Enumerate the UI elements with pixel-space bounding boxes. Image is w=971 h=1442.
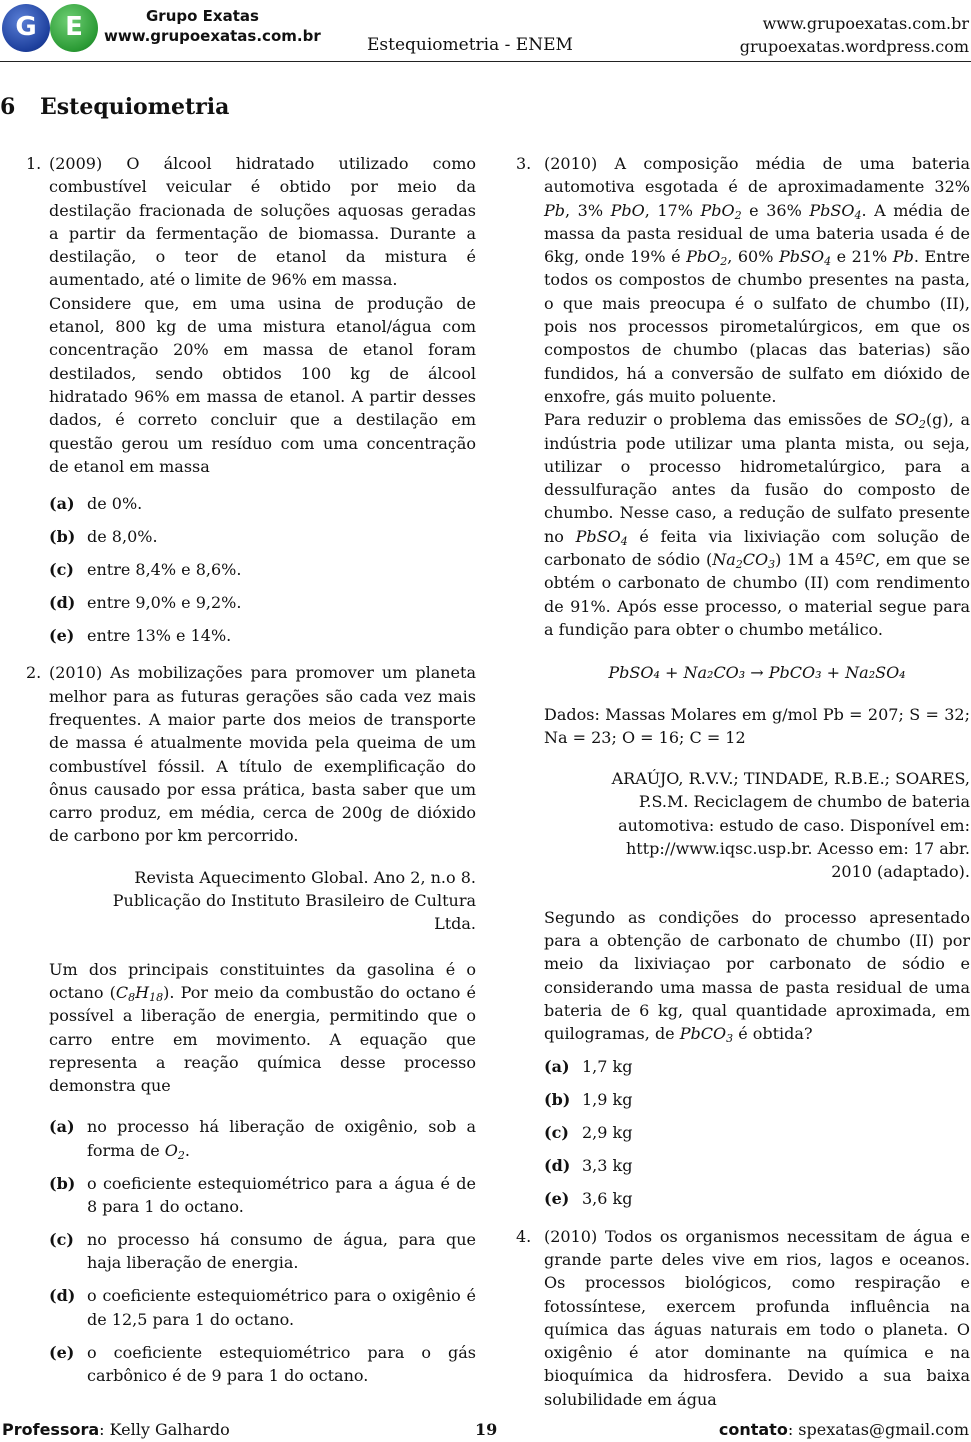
- option-d[interactable]: (d) entre 9,0% e 9,2%.: [49, 593, 242, 613]
- question-text: (2010) As mobilizações para promover um planeta melhor para as futuras gerações são cada vez mais frequentes. A maior parte dos meios de transporte de massa é atualmente movida pela queima de um combustível fóssil. A título de exemplificação do ônus causado por essa prática, basta saber que um carro produz, em média, cerca de 200g de dióxido de carbono por km percorrido.: [49, 663, 476, 846]
- citation: Revista Aquecimento Global. Ano 2, n.o 8. Publicação do Instituto Brasileiro de Cultura Ltda.: [112, 867, 476, 934]
- header-site-1: www.grupoexatas.com.br: [762, 14, 969, 33]
- molar-mass-data: Dados: Massas Molares em g/mol Pb = 207; S = 32; Na = 23; O = 16; C = 12: [544, 704, 970, 747]
- page-footer: [0, 1420, 971, 1442]
- question-4: [516, 1225, 970, 1411]
- question-2: [26, 661, 476, 1387]
- option-a[interactable]: (a) de 0%.: [49, 494, 143, 514]
- option-b[interactable]: (b) de 8,0%.: [49, 527, 158, 547]
- option-c[interactable]: (c) entre 8,4% e 8,6%.: [49, 560, 242, 580]
- formula-o2: $O_2$: [164, 1140, 185, 1162]
- question-text: Para reduzir o problema das emissões de $SO_2(g)$, a indústria pode utilizar uma planta mista, ou seja, utilizar o processo hidrometalúrgico, para a dessulfuração antes da fusão do composto de chumbo. Nesse caso, a redução de sulfato presente no PbSO$_4$ é feita via lixiviação com solução de carbonato de sódio $(Na_2CO_3)$ 1M a 45ºC, em que se obtém o carbonato de chumbo (II) com rendimento de 91%. Após esse processo, o material segue para a fundição para obter o chumbo metálico.: [544, 410, 971, 639]
- question-number: 4.: [516, 1226, 532, 1246]
- option-b[interactable]: (b) 1,9 kg: [544, 1090, 633, 1110]
- options-list: [49, 1115, 476, 1387]
- question-number: 3.: [516, 154, 532, 173]
- question-text: (2010) A composição média de uma bateria automotiva esgotada é de aproximadamente 32% Pb, 3% PbO, 17% PbO$_2$ e 36% PbSO$_4$. A média de massa da pasta residual de uma bateria usada é de 6kg, onde 19% é PbO$_2$, 60% PbSO$_4$ e 21% Pb. Entre todos os compostos de chumbo presentes na pasta, o que mais preocupa é o sulfato de chumbo (II), pois nos processos pirometalúrgicos, em que os compostos de chumbo (placas das baterias) são fundidos, há a conversão de sulfato em dióxido de enxofre, gás muito poluente.: [544, 154, 971, 406]
- chemical-equation: PbSO₄ + Na₂CO₃ → PbCO₃ + Na₂SO₄: [608, 663, 906, 683]
- question-text: Considere que, em uma usina de produção de etanol, 800 kg de uma mistura etanol/água com concentração 20% em massa de etanol foram destilados, sendo obtidos 100 kg de álcool hidratado 96% em massa de etanol. A partir desses dados, é correto concluir que a destilação em questão gerou um resíduo com uma concentração de etanol em massa: [49, 293, 476, 476]
- logo-circle-g: G: [2, 4, 50, 52]
- question-text: (2010) Todos os organismos necessitam de água e grande parte deles vive em rios, lagos e oceanos. Os processos biológicos, como respiração e fotossíntese, exercem profunda influência na química das águas naturais em todo o planeta. O oxigênio é ator dominante na química e na bioquímica da hidrosfera. Devido a sua baixa solubilidade em água: [544, 1226, 970, 1409]
- section-number: 6: [0, 94, 16, 120]
- option-c[interactable]: (c) 2,9 kg: [544, 1123, 633, 1143]
- option-d[interactable]: (d) o coeficiente estequiométrico para o oxigênio é de 12,5 para 1 do octano.: [49, 1286, 476, 1329]
- logo-circle-e: E: [50, 4, 98, 52]
- right-column: [516, 152, 970, 1411]
- question-1: [26, 152, 476, 647]
- option-d[interactable]: (d) 3,3 kg: [544, 1156, 633, 1176]
- question-3: [516, 152, 970, 1211]
- header-sites: [740, 12, 969, 58]
- option-a[interactable]: (a) 1,7 kg: [544, 1057, 633, 1077]
- formula-octane: $C_8H_{18}$: [115, 982, 164, 1004]
- option-c[interactable]: (c) no processo há consumo de água, para que haja liberação de energia.: [49, 1230, 476, 1273]
- grupo-exatas-logo: [2, 4, 102, 54]
- page-number: 19: [475, 1420, 498, 1439]
- option-e[interactable]: (e) entre 13% e 14%.: [49, 626, 232, 646]
- footer-contact: contato: spexatas@gmail.com: [718, 1420, 969, 1439]
- brand-name: Grupo Exatas: [146, 7, 259, 25]
- question-number: 1.: [26, 154, 42, 173]
- options-list: [49, 492, 476, 647]
- section-title: [0, 94, 229, 120]
- question-number: 2.: [26, 663, 42, 683]
- option-b[interactable]: (b) o coeficiente estequiométrico para a água é de 8 para 1 do octano.: [49, 1173, 476, 1217]
- header-site-2: grupoexatas.wordpress.com: [739, 37, 969, 56]
- options-list: [544, 1055, 970, 1210]
- footer-teacher: Professora: Kelly Galhardo: [2, 1420, 230, 1439]
- question-text: (2009) O álcool hidratado utilizado como combustível veicular é obtido por meio da destilação fracionada de soluções aquosas geradas a partir da fermentação de biomassa. Durante a destilação, o teor de etanol da mistura é aumentado, até o limite de 96% em massa.: [49, 154, 476, 290]
- header-title: Estequiometria - ENEM: [367, 35, 573, 55]
- page-header: [0, 0, 971, 62]
- option-e[interactable]: (e) o coeficiente estequiométrico para o gás carbônico é de 9 para 1 do octano.: [49, 1342, 476, 1385]
- left-column: [26, 152, 476, 1397]
- brand-url: www.grupoexatas.com.br: [104, 27, 321, 45]
- header-rule: [0, 61, 971, 62]
- question-text: Um dos principais constituintes da gasolina é o octano $(C_8H_{18})$. Por meio da combustão do octano é possível a liberação de energia, permitindo que o carro entre em movimento. A equação que representa a reação química desse processo demonstra que: [49, 959, 476, 1096]
- option-a[interactable]: (a) no processo há liberação de oxigênio, sob a forma de $O_2$.: [49, 1117, 476, 1162]
- section-name: Estequiometria: [40, 94, 230, 120]
- brand-block: [104, 6, 321, 46]
- option-e[interactable]: (e) 3,6 kg: [544, 1189, 633, 1209]
- citation: ARAÚJO, R.V.V.; TINDADE, R.B.E.; SOARES, P.S.M. Reciclagem de chumbo de bateria automotiva: estudo de caso. Disponível em: http://www.iqsc.usp.br. Acesso em: 17 abr. 2010 (adaptado).: [611, 769, 970, 882]
- question-text: Segundo as condições do processo apresentado para a obtenção de carbonato de chumbo (II) por meio da lixiviaçao por carbonato de sódio e considerando uma massa de pasta residual de uma bateria de 6 kg, qual quantidade aproximada, em quilogramas, de PbCO$_3$ é obtida?: [544, 907, 970, 1046]
